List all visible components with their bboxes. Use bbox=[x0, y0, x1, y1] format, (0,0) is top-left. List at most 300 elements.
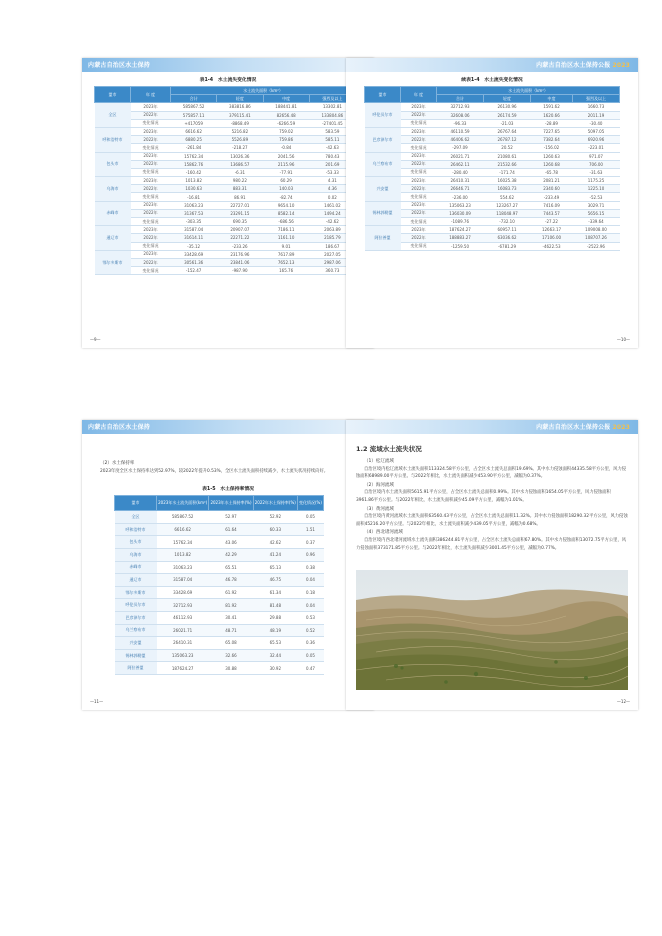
value-cell: 759.86 bbox=[263, 136, 309, 144]
paragraph: 2023年度全区水土保持率达到52.97%，较2022年提升0.53%，全区水土流失面积持续减少，水土流失状况持续向好。 bbox=[100, 468, 329, 474]
year-cell: 2023年 bbox=[401, 226, 437, 234]
year-cell: 2023年 bbox=[131, 177, 171, 185]
value-cell: 60.33 bbox=[253, 523, 297, 536]
value-cell: -0.84 bbox=[263, 144, 309, 152]
year-cell: 2023年 bbox=[401, 201, 437, 209]
value-cell: 971.07 bbox=[572, 152, 619, 160]
value-cell: 780.43 bbox=[309, 152, 355, 160]
value-cell: 33428.69 bbox=[171, 250, 217, 258]
value-cell: 21080.61 bbox=[484, 152, 531, 160]
value-cell: -1259.50 bbox=[437, 242, 484, 250]
region-cell: 通辽市 bbox=[95, 226, 131, 251]
year-cell: 变化情况 bbox=[131, 218, 171, 226]
table-row bbox=[95, 160, 356, 168]
value-cell: 32712.93 bbox=[157, 599, 209, 612]
value-cell: 65.08 bbox=[209, 637, 253, 650]
table-row bbox=[95, 144, 356, 152]
value-cell: +417059 bbox=[171, 119, 217, 127]
page-header-banner bbox=[82, 58, 374, 72]
value-cell: -233.26 bbox=[217, 242, 263, 250]
value-cell: 2081.21 bbox=[531, 177, 573, 185]
year-cell: 2022年 bbox=[131, 160, 171, 168]
value-cell: 187624.27 bbox=[437, 226, 484, 234]
value-cell: 0.96 bbox=[297, 548, 323, 561]
year-cell: 2022年 bbox=[131, 234, 171, 242]
col-moderate: 中度 bbox=[263, 95, 309, 103]
value-cell: 31614.11 bbox=[171, 234, 217, 242]
value-cell: 0.38 bbox=[297, 561, 323, 574]
value-cell: 52.92 bbox=[253, 511, 297, 524]
table-row bbox=[95, 242, 356, 250]
table-row bbox=[365, 152, 620, 160]
value-cell: 81.92 bbox=[209, 599, 253, 612]
value-cell: 46112.93 bbox=[157, 611, 209, 624]
value-cell: 7186.11 bbox=[263, 226, 309, 234]
value-cell: 1161.10 bbox=[263, 234, 309, 242]
region-cell: 呼和浩特市 bbox=[95, 127, 131, 152]
value-cell: 13686.57 bbox=[217, 160, 263, 168]
value-cell: 1620.66 bbox=[531, 111, 573, 119]
value-cell: 26021.71 bbox=[157, 624, 209, 637]
year-cell: 2023年 bbox=[401, 152, 437, 160]
year-cell: 2022年 bbox=[131, 111, 171, 119]
value-cell: 585867.52 bbox=[171, 103, 217, 111]
value-cell: 16025.38 bbox=[484, 177, 531, 185]
table-row bbox=[365, 160, 620, 168]
value-cell: -261.84 bbox=[171, 144, 217, 152]
value-cell: 9.01 bbox=[263, 242, 309, 250]
value-cell: 31063.23 bbox=[171, 201, 217, 209]
region-cell: 锡林郭勒盟 bbox=[115, 649, 157, 662]
value-cell: 46406.62 bbox=[437, 136, 484, 144]
value-cell: 26410.31 bbox=[437, 177, 484, 185]
table-row bbox=[115, 511, 324, 524]
value-cell: 29.88 bbox=[253, 611, 297, 624]
table-row bbox=[115, 574, 324, 587]
region-cell: 巴彦淖尔市 bbox=[115, 611, 157, 624]
value-cell: 0.05 bbox=[297, 649, 323, 662]
value-cell: 0.47 bbox=[297, 662, 323, 675]
year-cell: 2022年 bbox=[401, 209, 437, 217]
year-cell: 2023年 bbox=[401, 177, 437, 185]
value-cell: -171.74 bbox=[484, 168, 531, 176]
table-row bbox=[365, 127, 620, 135]
value-cell: 26174.59 bbox=[484, 111, 531, 119]
col-severe: 强烈及以上 bbox=[572, 95, 619, 103]
subsection-heading: （2）水土保持率 bbox=[100, 461, 135, 466]
table-row bbox=[95, 193, 356, 201]
table-row bbox=[115, 649, 324, 662]
value-cell: 26462.11 bbox=[437, 160, 484, 168]
year-cell: 变化情况 bbox=[401, 168, 437, 176]
value-cell: 165.76 bbox=[263, 267, 309, 275]
region-cell: 全区 bbox=[95, 103, 131, 128]
table-row bbox=[115, 599, 324, 612]
value-cell: 12663.17 bbox=[531, 226, 573, 234]
year-cell: 变化情况 bbox=[131, 267, 171, 275]
col-change: 变化情况(%) bbox=[297, 496, 323, 511]
year-cell: 变化情况 bbox=[401, 193, 437, 201]
page-11 bbox=[82, 420, 374, 710]
value-cell: 23176.96 bbox=[217, 250, 263, 258]
value-cell: 61.92 bbox=[209, 586, 253, 599]
value-cell: 109008.00 bbox=[572, 226, 619, 234]
value-cell: -156.02 bbox=[531, 144, 573, 152]
table-row bbox=[95, 136, 356, 144]
value-cell: -160.42 bbox=[171, 168, 217, 176]
value-cell: 31587.04 bbox=[157, 574, 209, 587]
value-cell: 16083.73 bbox=[484, 185, 531, 193]
table-row bbox=[365, 144, 620, 152]
value-cell: 140.03 bbox=[263, 185, 309, 193]
value-cell: 65.13 bbox=[253, 561, 297, 574]
value-cell: 1030.63 bbox=[171, 185, 217, 193]
table-row bbox=[115, 624, 324, 637]
year-cell: 2023年 bbox=[131, 201, 171, 209]
value-cell: 1260.68 bbox=[531, 160, 573, 168]
value-cell: 188883.27 bbox=[437, 234, 484, 242]
value-cell: 63036.62 bbox=[484, 234, 531, 242]
table-row bbox=[365, 226, 620, 234]
value-cell: 5097.05 bbox=[572, 127, 619, 135]
value-cell: 2011.19 bbox=[572, 111, 619, 119]
value-cell: 1591.62 bbox=[531, 103, 573, 111]
value-cell: 31063.23 bbox=[157, 561, 209, 574]
table-row bbox=[365, 242, 620, 250]
soil-erosion-table bbox=[94, 86, 356, 275]
value-cell: 23291.15 bbox=[217, 209, 263, 217]
value-cell: 30.88 bbox=[209, 662, 253, 675]
value-cell: 61.64 bbox=[209, 523, 253, 536]
value-cell: 554.62 bbox=[484, 193, 531, 201]
year-cell: 2022年 bbox=[401, 160, 437, 168]
table-row bbox=[115, 611, 324, 624]
conservation-rate-table bbox=[114, 495, 324, 675]
table-row bbox=[95, 258, 356, 266]
basin-paragraph: 自治区境内西北诸河流域水土流失面积386244.81平方公里，占全区水土流失总面积67.80%。其中水力侵蚀面积13072.75平方公里，风力侵蚀面积373171.85平方公里。与2022年相比，水土流失面积减少3001.45平方公里，减幅为0.77%。 bbox=[356, 537, 627, 551]
value-cell: 2041.56 bbox=[263, 152, 309, 160]
year-cell: 2023年 bbox=[401, 103, 437, 111]
value-cell: 583.59 bbox=[309, 127, 355, 135]
value-cell: 60.29 bbox=[263, 177, 309, 185]
value-cell: 42.29 bbox=[209, 548, 253, 561]
value-cell: 4.36 bbox=[309, 185, 355, 193]
region-cell: 巴彦淖尔市 bbox=[365, 127, 401, 152]
region-cell: 呼伦贝尔市 bbox=[115, 599, 157, 612]
value-cell: 2340.60 bbox=[531, 185, 573, 193]
value-cell: 0.18 bbox=[297, 586, 323, 599]
year-cell: 2022年 bbox=[131, 185, 171, 193]
value-cell: 4.31 bbox=[309, 177, 355, 185]
value-cell: 2027.05 bbox=[309, 250, 355, 258]
value-cell: -30.40 bbox=[572, 119, 619, 127]
table-title: 续表1-4 水土流失变化情况 bbox=[461, 78, 523, 83]
value-cell: 136030.09 bbox=[437, 209, 484, 217]
year-cell: 变化情况 bbox=[131, 242, 171, 250]
value-cell: -4622.53 bbox=[531, 242, 573, 250]
value-cell: -303.35 bbox=[171, 218, 217, 226]
region-cell: 乌海市 bbox=[115, 548, 157, 561]
value-cell: 1.51 bbox=[297, 523, 323, 536]
value-cell: 0.52 bbox=[297, 624, 323, 637]
value-cell: -686.56 bbox=[263, 218, 309, 226]
value-cell: 46.75 bbox=[253, 574, 297, 587]
value-cell: 43.06 bbox=[209, 536, 253, 549]
col-total: 合计 bbox=[171, 95, 217, 103]
table-row bbox=[95, 119, 356, 127]
value-cell: 81.48 bbox=[253, 599, 297, 612]
value-cell: 135063.23 bbox=[437, 201, 484, 209]
page-12 bbox=[346, 420, 638, 710]
col-rate-2022: 2022年水土保持率(%) bbox=[253, 496, 297, 511]
value-cell: 26767.64 bbox=[484, 127, 531, 135]
value-cell: -27401.45 bbox=[309, 119, 355, 127]
header-title: 内蒙古自治区水土保持 bbox=[88, 424, 151, 431]
col-light: 轻度 bbox=[484, 95, 531, 103]
year-cell: 变化情况 bbox=[401, 144, 437, 152]
value-cell: -31.63 bbox=[572, 168, 619, 176]
terrace-landscape-photo bbox=[356, 570, 628, 690]
value-cell: 13026.36 bbox=[217, 152, 263, 160]
value-cell: 65.53 bbox=[253, 637, 297, 650]
table-row bbox=[95, 103, 356, 111]
value-cell: -27.22 bbox=[531, 218, 573, 226]
value-cell: 82656.48 bbox=[263, 111, 309, 119]
value-cell: 135063.23 bbox=[157, 649, 209, 662]
region-cell: 鄂尔多斯市 bbox=[115, 586, 157, 599]
value-cell: 383816.86 bbox=[217, 103, 263, 111]
value-cell: 7227.65 bbox=[531, 127, 573, 135]
basin-heading: （2）海河流域 bbox=[364, 482, 394, 488]
table-row bbox=[95, 201, 356, 209]
page-9 bbox=[82, 58, 374, 348]
value-cell: 575857.11 bbox=[171, 111, 217, 119]
year-cell: 2022年 bbox=[131, 258, 171, 266]
table-row bbox=[365, 201, 620, 209]
value-cell: 31587.04 bbox=[171, 226, 217, 234]
col-moderate: 中度 bbox=[531, 95, 573, 103]
value-cell: 60957.11 bbox=[484, 226, 531, 234]
value-cell: 22271.22 bbox=[217, 234, 263, 242]
value-cell: 5526.89 bbox=[217, 136, 263, 144]
table-row bbox=[115, 637, 324, 650]
value-cell: 52.97 bbox=[209, 511, 253, 524]
header-title: 内蒙古自治区水土保持公报 2023 bbox=[536, 62, 630, 69]
value-cell: 0.04 bbox=[297, 574, 323, 587]
value-cell: 201.69 bbox=[309, 160, 355, 168]
value-cell: 0.37 bbox=[297, 536, 323, 549]
region-cell: 兴安盟 bbox=[365, 177, 401, 202]
table-row bbox=[95, 218, 356, 226]
value-cell: -16.81 bbox=[171, 193, 217, 201]
region-cell: 阿拉善盟 bbox=[365, 226, 401, 251]
value-cell: 1660.73 bbox=[572, 103, 619, 111]
value-cell: 118048.97 bbox=[484, 209, 531, 217]
value-cell: 1494.24 bbox=[309, 209, 355, 217]
table-row bbox=[365, 209, 620, 217]
value-cell: -42.63 bbox=[309, 144, 355, 152]
page-header-banner bbox=[82, 420, 374, 434]
value-cell: -53.33 bbox=[309, 168, 355, 176]
value-cell: -28.89 bbox=[531, 119, 573, 127]
value-cell: 980.22 bbox=[217, 177, 263, 185]
table-row bbox=[95, 177, 356, 185]
region-cell: 呼伦贝尔市 bbox=[365, 103, 401, 128]
value-cell: 6616.62 bbox=[157, 523, 209, 536]
value-cell: 26130.96 bbox=[484, 103, 531, 111]
year-cell: 2022年 bbox=[131, 209, 171, 217]
value-cell: 30.41 bbox=[209, 611, 253, 624]
year-cell: 2022年 bbox=[401, 136, 437, 144]
region-cell: 锡林郭勒盟 bbox=[365, 201, 401, 226]
year-cell: 变化情况 bbox=[401, 242, 437, 250]
region-cell: 乌海市 bbox=[95, 177, 131, 202]
table-row bbox=[365, 218, 620, 226]
col-year: 年 度 bbox=[401, 87, 437, 103]
value-cell: -52.53 bbox=[572, 193, 619, 201]
table-row bbox=[365, 177, 620, 185]
value-cell: 32.66 bbox=[209, 649, 253, 662]
value-cell: 15762.34 bbox=[171, 152, 217, 160]
value-cell: 26410.31 bbox=[157, 637, 209, 650]
value-cell: 20907.07 bbox=[217, 226, 263, 234]
table-row bbox=[95, 234, 356, 242]
region-cell: 通辽市 bbox=[115, 574, 157, 587]
col-year: 年 度 bbox=[131, 87, 171, 103]
value-cell: -223.01 bbox=[572, 144, 619, 152]
col-region: 盟市 bbox=[95, 87, 131, 103]
year-cell: 2022年 bbox=[401, 111, 437, 119]
value-cell: 32712.93 bbox=[437, 103, 484, 111]
value-cell: 0.02 bbox=[309, 193, 355, 201]
year-cell: 2023年 bbox=[131, 152, 171, 160]
value-cell: -732.10 bbox=[484, 218, 531, 226]
value-cell: 1013.82 bbox=[171, 177, 217, 185]
basin-list bbox=[346, 458, 638, 552]
value-cell: 7652.13 bbox=[263, 258, 309, 266]
value-cell: 5656.15 bbox=[572, 209, 619, 217]
value-cell: -35.12 bbox=[171, 242, 217, 250]
value-cell: 33428.69 bbox=[157, 586, 209, 599]
value-cell: 1225.10 bbox=[572, 185, 619, 193]
value-cell: 6880.25 bbox=[171, 136, 217, 144]
value-cell: -65.78 bbox=[531, 168, 573, 176]
value-cell: -96.33 bbox=[437, 119, 484, 127]
table-row bbox=[95, 250, 356, 258]
value-cell: 1461.02 bbox=[309, 201, 355, 209]
value-cell: 65.51 bbox=[209, 561, 253, 574]
value-cell: 30561.36 bbox=[171, 258, 217, 266]
year-cell: 2023年 bbox=[131, 103, 171, 111]
value-cell: 108707.26 bbox=[572, 234, 619, 242]
table-row bbox=[95, 127, 356, 135]
value-cell: 133804.86 bbox=[309, 111, 355, 119]
year-cell: 2022年 bbox=[401, 234, 437, 242]
value-cell: 15862.76 bbox=[171, 160, 217, 168]
value-cell: 6920.96 bbox=[572, 136, 619, 144]
value-cell: 2063.89 bbox=[309, 226, 355, 234]
table-row bbox=[95, 185, 356, 193]
table-row bbox=[95, 111, 356, 119]
table-row bbox=[365, 103, 620, 111]
table-row bbox=[115, 536, 324, 549]
value-cell: 17106.00 bbox=[531, 234, 573, 242]
value-cell: -77.91 bbox=[263, 168, 309, 176]
region-cell: 呼和浩特市 bbox=[115, 523, 157, 536]
value-cell: 186.67 bbox=[309, 242, 355, 250]
region-cell: 鄂尔多斯市 bbox=[95, 250, 131, 275]
value-cell: -21.03 bbox=[484, 119, 531, 127]
value-cell: 3029.71 bbox=[572, 201, 619, 209]
table-row bbox=[365, 185, 620, 193]
page-header-banner bbox=[346, 420, 638, 434]
value-cell: 46110.59 bbox=[437, 127, 484, 135]
table-title: 表1-4 水土流失变化情况 bbox=[199, 78, 257, 83]
value-cell: -82.74 bbox=[263, 193, 309, 201]
region-cell: 包头市 bbox=[115, 536, 157, 549]
header-title: 内蒙古自治区水土保持 bbox=[88, 62, 151, 69]
value-cell: 585867.52 bbox=[157, 511, 209, 524]
table-row bbox=[365, 119, 620, 127]
year-cell: 变化情况 bbox=[131, 193, 171, 201]
value-cell: 26646.71 bbox=[437, 185, 484, 193]
basin-heading: （3）黄河流域 bbox=[364, 506, 394, 512]
value-cell: 7416.09 bbox=[531, 201, 573, 209]
value-cell: 2987.06 bbox=[309, 258, 355, 266]
table-row bbox=[115, 523, 324, 536]
col-area-2023: 2023年水土流失面积(km²) bbox=[157, 496, 209, 511]
table-row bbox=[365, 111, 620, 119]
value-cell: -233.49 bbox=[531, 193, 573, 201]
table-row bbox=[115, 548, 324, 561]
value-cell: -152.47 bbox=[171, 267, 217, 275]
col-group: 水土流失面积（km²） bbox=[171, 87, 356, 95]
value-cell: 0.04 bbox=[297, 599, 323, 612]
page-number: —12— bbox=[616, 699, 630, 704]
region-cell: 包头市 bbox=[95, 152, 131, 177]
value-cell: 360.73 bbox=[309, 267, 355, 275]
value-cell: 7617.89 bbox=[263, 250, 309, 258]
table-row bbox=[95, 226, 356, 234]
region-cell: 赤峰市 bbox=[95, 201, 131, 226]
value-cell: 6616.62 bbox=[171, 127, 217, 135]
value-cell: 23841.06 bbox=[217, 258, 263, 266]
table-row bbox=[115, 662, 324, 675]
value-cell: 46.78 bbox=[209, 574, 253, 587]
col-total: 合计 bbox=[437, 95, 484, 103]
value-cell: 13302.81 bbox=[309, 103, 355, 111]
year-cell: 变化情况 bbox=[401, 218, 437, 226]
table-row bbox=[95, 267, 356, 275]
col-severe: 强烈及以上 bbox=[309, 95, 355, 103]
col-region: 盟市 bbox=[115, 496, 157, 511]
year-cell: 2023年 bbox=[131, 127, 171, 135]
value-cell: 1260.63 bbox=[531, 152, 573, 160]
year-cell: 变化情况 bbox=[131, 168, 171, 176]
basin-heading: （1）松辽流域 bbox=[364, 459, 394, 464]
value-cell: -280.40 bbox=[437, 168, 484, 176]
value-cell: 26787.12 bbox=[484, 136, 531, 144]
table-row bbox=[365, 168, 620, 176]
table-title: 表1-5 水土保持率情况 bbox=[202, 487, 254, 493]
page-header-banner bbox=[346, 58, 638, 72]
table-row bbox=[365, 193, 620, 201]
value-cell: -8868.49 bbox=[217, 119, 263, 127]
region-cell: 阿拉善盟 bbox=[115, 662, 157, 675]
year-cell: 2022年 bbox=[401, 185, 437, 193]
basin-heading: （4）西北诸河流域 bbox=[364, 530, 403, 536]
value-cell: 1013.82 bbox=[157, 548, 209, 561]
